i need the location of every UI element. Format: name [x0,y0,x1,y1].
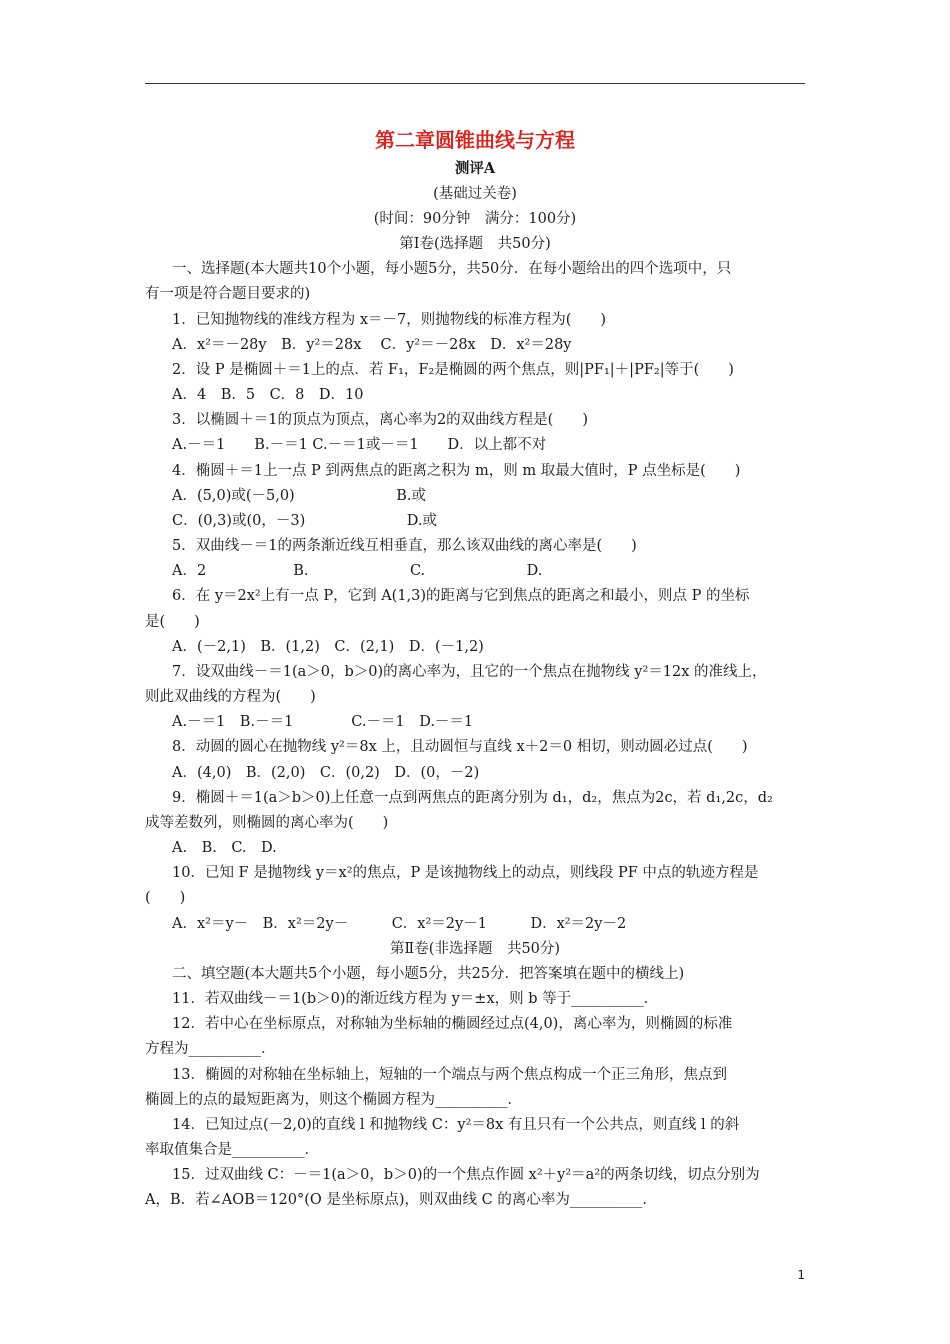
test-subtitle: 测评A [454,160,496,177]
part2-header: 第Ⅱ卷(非选择题 共50分) [389,941,561,957]
question-10-options: A．x²＝y－ B．x²＝2y－ C．x²＝2y－1 D．x²＝2y－2 [172,916,627,932]
question-6-options: A．(－2,1) B．(1,2) C．(2,1) D．(－1,2) [172,639,484,655]
question-11: 11．若双曲线－＝1(b＞0)的渐近线方程为 y＝±x，则 b 等于__________． [172,991,659,1007]
section2-intro: 二、填空题(本大题共5个小题，每小题5分，共25分．把答案填在题中的横线上) [172,966,685,982]
question-12: 12．若中心在坐标原点，对称轴为坐标轴的椭圆经过点(4,0)，离心率为，则椭圆的标准 [172,1016,733,1032]
question-7-options: A.－＝1 B.－＝1 C.－＝1 D.－＝1 [172,714,474,730]
question-5: 5．双曲线－＝1的两条渐近线互相垂直，那么该双曲线的离心率是( ) [172,538,637,554]
question-7: 7．设双曲线－＝1(a＞0，b＞0)的离心率为，且它的一个焦点在抛物线 y²＝12x 的准线上， [172,664,767,680]
page-title: 第二章圆锥曲线与方程 [375,128,575,152]
part1-header: 第Ⅰ卷(选择题 共50分) [399,236,551,252]
question-15: 15．过双曲线 C：－＝1(a＞0，b＞0)的一个焦点作圆 x²＋y²＝a²的两条切线，切点分别为 [172,1167,760,1183]
question-13-cont: 椭圆上的点的最短距离为，则这个椭圆方程为__________． [145,1092,522,1108]
question-2: 2．设 P 是椭圆＋＝1上的点．若 F₁，F₂是椭圆的两个焦点，则|PF₁|＋|PF₂|等于( ) [172,362,734,378]
question-4-options-ab: A．(5,0)或(－5,0) B.或 [172,488,426,504]
page-number: 1 [797,1268,805,1282]
volume-note: (基础过关卷) [433,186,517,202]
question-14-cont: 率取值集合是__________． [145,1142,319,1158]
question-1-options: A．x²＝－28y B．y²＝28x C．y²＝－28x D．x²＝28y [172,337,572,353]
question-13: 13．椭圆的对称轴在坐标轴上，短轴的一个端点与两个焦点构成一个正三角形，焦点到 [172,1067,727,1083]
question-3-options: A.－＝1 B.－＝1 C.－＝1或－＝1 D．以上都不对 [172,437,547,453]
question-3: 3．以椭圆＋＝1的顶点为顶点，离心率为2的双曲线方程是( ) [172,412,588,428]
question-12-cont: 方程为__________． [145,1041,276,1057]
section1-intro-cont: 有一项是符合题目要求的) [145,286,311,302]
question-7-cont: 则此双曲线的方程为( ) [145,689,316,705]
question-4-options-cd: C．(0,3)或(0，－3) D.或 [172,513,437,529]
question-4: 4．椭圆＋＝1上一点 P 到两焦点的距离之积为 m，则 m 取最大值时，P 点坐标是( ) [172,463,741,479]
question-6-cont: 是( ) [145,614,200,630]
question-9-cont: 成等差数列，则椭圆的离心率为( ) [145,815,389,831]
question-10: 10．已知 F 是抛物线 y＝x²的焦点，P 是该抛物线上的动点，则线段 PF 中点的轨迹方程是 [172,865,759,881]
time-score-info: (时间：90分钟 满分：100分) [373,211,577,227]
question-5-options: A．2 B. C. D. [172,563,543,579]
header-rule [145,83,805,84]
question-10-cont: ( ) [145,890,186,906]
question-15-cont: A，B．若∠AOB＝120°(O 是坐标原点)，则双曲线 C 的离心率为__________． [145,1192,657,1208]
question-2-options: A．4 B．5 C．8 D．10 [172,387,364,403]
question-9-options: A. B. C. D. [172,840,277,856]
question-8-options: A．(4,0) B．(2,0) C．(0,2) D．(0，－2) [172,765,480,781]
question-9: 9．椭圆＋＝1(a＞b＞0)上任意一点到两焦点的距离分别为 d₁，d₂，焦点为2c，若 d₁,2c，d₂ [172,790,773,806]
section1-intro: 一、选择题(本大题共10个小题，每小题5分，共50分．在每小题给出的四个选项中，只 [172,261,732,277]
question-8: 8．动圆的圆心在抛物线 y²＝8x 上，且动圆恒与直线 x＋2＝0 相切，则动圆必过点( ) [172,739,748,755]
question-1: 1．已知抛物线的准线方程为 x＝－7，则抛物线的标准方程为( ) [172,312,607,328]
question-14: 14．已知过点(－2,0)的直线 l 和抛物线 C：y²＝8x 有且只有一个公共点，则直线 l 的斜 [172,1117,740,1133]
question-6: 6．在 y＝2x²上有一点 P，它到 A(1,3)的距离与它到焦点的距离之和最小，则点 P 的坐标 [172,588,750,604]
